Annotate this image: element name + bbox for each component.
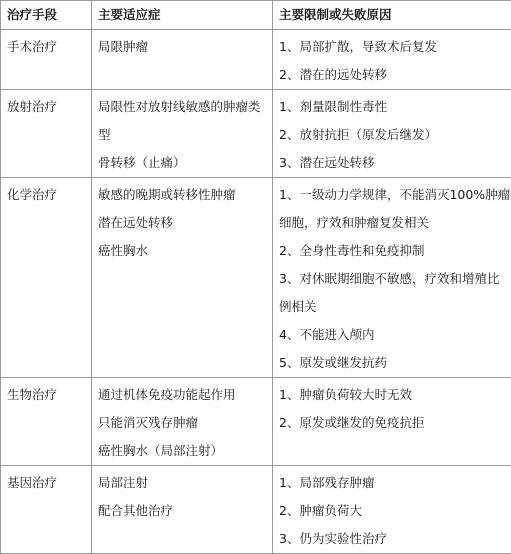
method-label: 基因治疗 xyxy=(7,469,91,497)
limit-item: 3、仍为实验性治疗 xyxy=(279,525,511,553)
method-cell xyxy=(1,30,92,90)
limits-cell xyxy=(273,30,511,90)
limit-item: 3、潜在远处转移 xyxy=(279,149,511,177)
indication-item: 只能消灭残存肿瘤 xyxy=(98,409,272,437)
header-limits: 主要限制或失败原因 xyxy=(273,1,511,30)
method-label: 化学治疗 xyxy=(7,181,91,209)
limits-cell xyxy=(273,178,511,378)
method-label: 生物治疗 xyxy=(7,381,91,409)
indication-item: 配合其他治疗 xyxy=(98,497,272,525)
indication-item: 骨转移（止痛） xyxy=(98,149,272,177)
limit-item: 1、局部扩散，导致术后复发 xyxy=(279,33,511,61)
limits-cell xyxy=(273,466,511,554)
indication-item: 局限肿瘤 xyxy=(98,33,272,61)
limit-item: 2、原发或继发的免疫抗拒 xyxy=(279,409,511,437)
indication-item: 局限性对放射线敏感的肿瘤类型 xyxy=(98,93,272,149)
limits-cell xyxy=(273,90,511,178)
indication-item: 敏感的晚期或转移性肿瘤 xyxy=(98,181,272,209)
method-label: 放射治疗 xyxy=(7,93,91,121)
table-row xyxy=(1,466,511,554)
limit-item: 2、全身性毒性和免疫抑制 xyxy=(279,237,511,265)
limit-item: 2、肿瘤负荷大 xyxy=(279,497,511,525)
table-row xyxy=(1,178,511,378)
method-cell xyxy=(1,90,92,178)
table-header-row xyxy=(1,1,511,30)
limit-item: 1、剂量限制性毒性 xyxy=(279,93,511,121)
table-row xyxy=(1,378,511,466)
indication-item: 癌性胸水（局部注射） xyxy=(98,437,272,465)
table-row xyxy=(1,30,511,90)
indications-cell xyxy=(92,378,273,466)
method-label: 手术治疗 xyxy=(7,33,91,61)
indication-item: 局部注射 xyxy=(98,469,272,497)
limit-item: 5、原发或继发抗药 xyxy=(279,349,511,377)
method-cell xyxy=(1,378,92,466)
limit-item: 1、一级动力学规律，不能消灭100%肿瘤细胞，疗效和肿瘤复发相关 xyxy=(279,181,511,237)
method-cell xyxy=(1,466,92,554)
limits-cell xyxy=(273,378,511,466)
limit-item: 4、不能进入颅内 xyxy=(279,321,511,349)
limit-item: 2、潜在的远处转移 xyxy=(279,61,511,89)
indications-cell xyxy=(92,466,273,554)
indication-item: 通过机体免疫功能起作用 xyxy=(98,381,272,409)
limit-item: 2、放射抗拒（原发后继发） xyxy=(279,121,511,149)
header-indications: 主要适应症 xyxy=(92,1,273,30)
limit-item: 3、对休眠期细胞不敏感，疗效和增殖比例相关 xyxy=(279,265,511,321)
indications-cell xyxy=(92,30,273,90)
indications-cell xyxy=(92,90,273,178)
indication-item: 潜在远处转移 xyxy=(98,209,272,237)
method-cell xyxy=(1,178,92,378)
indications-cell xyxy=(92,178,273,378)
limit-item: 1、肿瘤负荷较大时无效 xyxy=(279,381,511,409)
table-row xyxy=(1,90,511,178)
indication-item: 癌性胸水 xyxy=(98,237,272,265)
header-method: 治疗手段 xyxy=(1,1,92,30)
limit-item: 1、局部残存肿瘤 xyxy=(279,469,511,497)
